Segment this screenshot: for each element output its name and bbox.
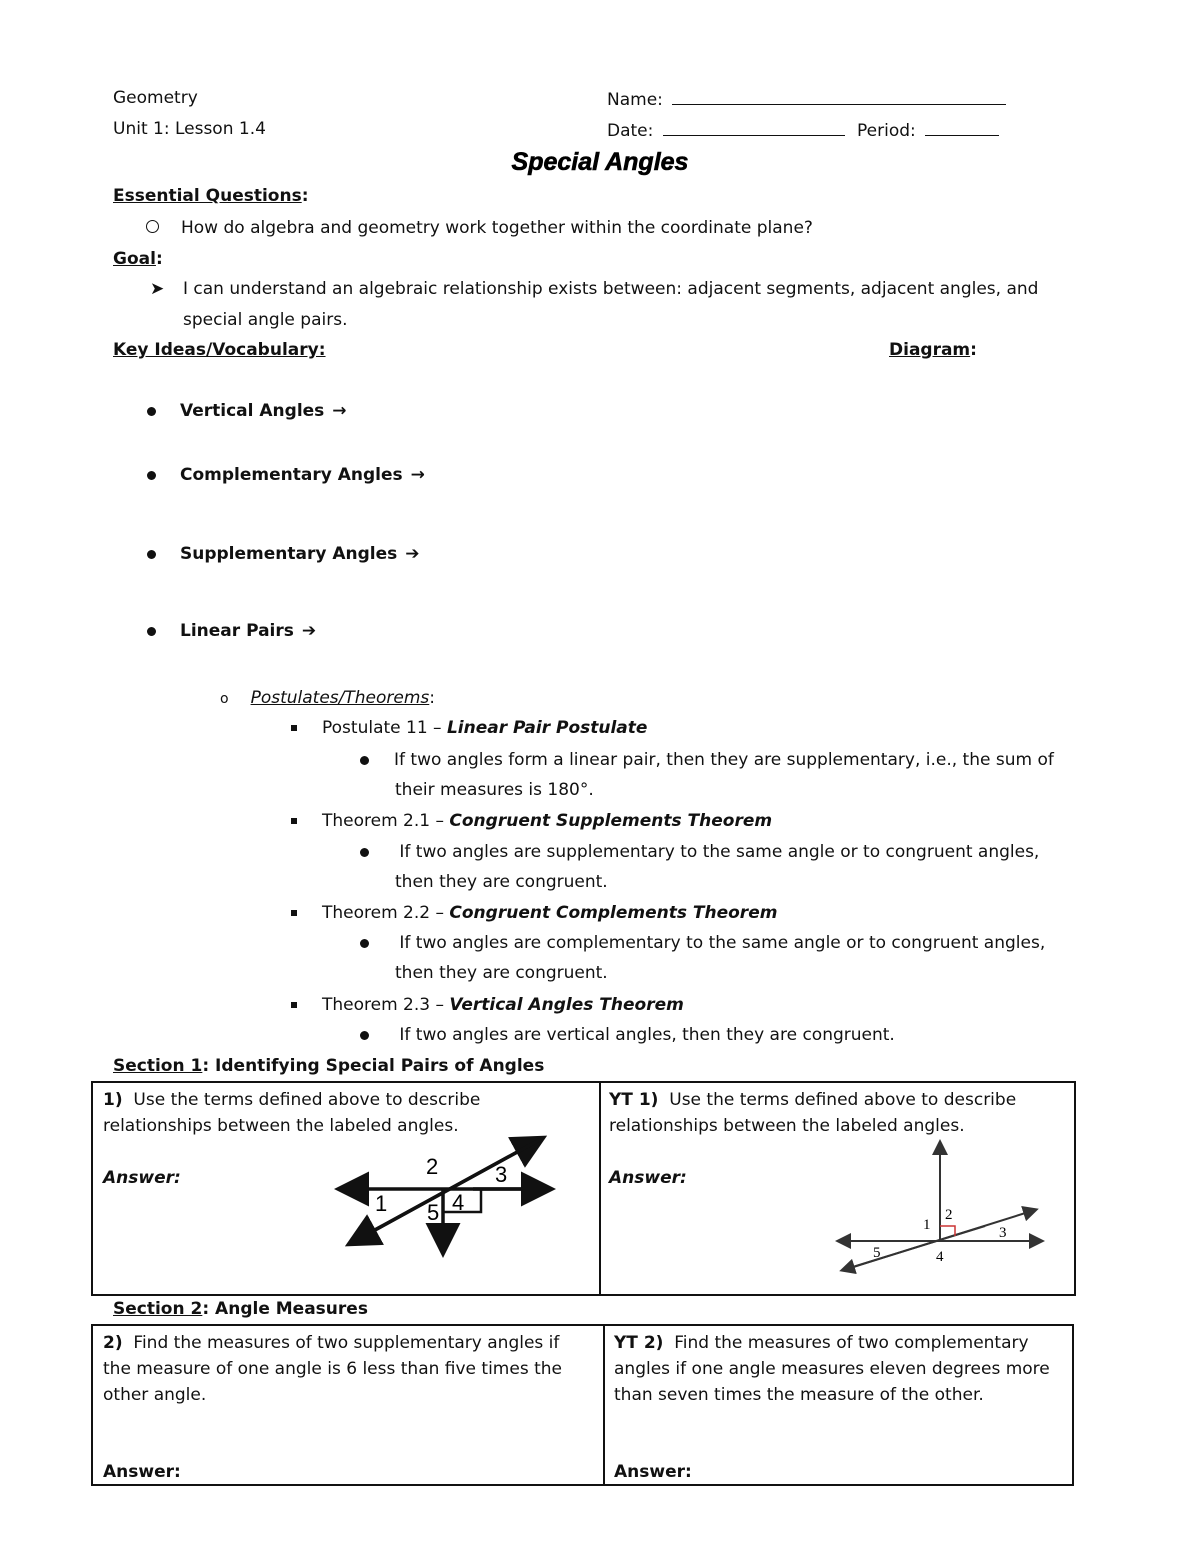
diagram-heading: Diagram: bbox=[889, 340, 977, 360]
theorem-title: Theorem 2.1 – Congruent Supplements Theorem bbox=[291, 811, 772, 831]
square-bullet-icon bbox=[291, 725, 297, 731]
date-blank[interactable] bbox=[663, 119, 845, 136]
answer-label: Answer: bbox=[103, 1168, 181, 1188]
key-ideas-heading: Key Ideas/Vocabulary: bbox=[113, 340, 326, 360]
right-arrow-icon: ➔ bbox=[301, 621, 317, 641]
theorem-text-cont: then they are congruent. bbox=[395, 872, 608, 892]
section-1-heading: Section 1: Identifying Special Pairs of Angles bbox=[113, 1056, 545, 1076]
course-name: Geometry bbox=[113, 88, 198, 108]
angle-label: 2 bbox=[945, 1207, 953, 1223]
angle-label: 1 bbox=[375, 1191, 388, 1216]
table-divider bbox=[603, 1326, 605, 1484]
arrow-bullet-icon: ➤ bbox=[150, 279, 165, 299]
problem-yt-1: YT 1) Use the terms defined above to describe relationships between the labeled angles. bbox=[609, 1090, 1017, 1136]
period-field[interactable] bbox=[857, 119, 999, 141]
right-angle-mark bbox=[940, 1226, 955, 1236]
period-blank[interactable] bbox=[925, 119, 999, 136]
angle-label: 5 bbox=[873, 1245, 881, 1261]
theorem-text: If two angles are supplementary to the same angle or to congruent angles, bbox=[360, 842, 1039, 862]
bullet-icon bbox=[147, 550, 156, 559]
right-arrow-icon: ➔ bbox=[405, 544, 420, 564]
theorem-text: If two angles are vertical angles, then they are congruent. bbox=[360, 1025, 895, 1045]
theorem-text-cont: their measures is 180°. bbox=[395, 780, 594, 800]
bullet-icon bbox=[360, 939, 369, 948]
section-2-table bbox=[91, 1324, 1074, 1486]
theorem-text-cont: then they are congruent. bbox=[395, 963, 608, 983]
goal-heading: Goal: bbox=[113, 249, 163, 269]
theorem-text: If two angles form a linear pair, then they are supplementary, i.e., the sum of bbox=[360, 750, 1054, 770]
square-bullet-icon bbox=[291, 818, 297, 824]
answer-label: Answer: bbox=[609, 1168, 687, 1188]
name-field[interactable] bbox=[607, 88, 1006, 110]
circle-bullet-icon bbox=[146, 220, 159, 233]
period-label: Period: bbox=[857, 121, 916, 141]
problem-yt-2: YT 2) Find the measures of two complementary angles if one angle measures eleven degrees more than seven times the measure of the other. bbox=[614, 1333, 1050, 1405]
date-label: Date: bbox=[607, 121, 654, 141]
bullet-icon bbox=[360, 756, 369, 765]
bullet-icon bbox=[147, 471, 156, 480]
diagram-1 bbox=[333, 1129, 563, 1259]
unit-lesson: Unit 1: Lesson 1.4 bbox=[113, 119, 266, 139]
name-blank[interactable] bbox=[672, 88, 1006, 105]
table-divider bbox=[599, 1083, 601, 1294]
answer-label: Answer: bbox=[103, 1462, 181, 1482]
angle-label: 1 bbox=[923, 1217, 931, 1233]
vocab-item: Linear Pairs ➔ bbox=[147, 621, 316, 641]
bullet-icon bbox=[360, 848, 369, 857]
section-1-table bbox=[91, 1081, 1076, 1296]
section-2-heading: Section 2: Angle Measures bbox=[113, 1299, 368, 1319]
essential-questions-heading: Essential Questions: bbox=[113, 186, 309, 206]
essential-question-item: How do algebra and geometry work together within the coordinate plane? bbox=[146, 218, 813, 238]
theorem-title: Theorem 2.2 – Congruent Complements Theorem bbox=[291, 903, 777, 923]
angle-label: 5 bbox=[427, 1200, 440, 1225]
theorem-text: If two angles are complementary to the same angle or to congruent angles, bbox=[360, 933, 1045, 953]
bullet-icon bbox=[147, 627, 156, 636]
answer-label: Answer: bbox=[614, 1462, 692, 1482]
postulates-heading: o Postulates/Theorems: bbox=[220, 688, 435, 708]
date-field[interactable] bbox=[607, 119, 845, 141]
bullet-icon bbox=[360, 1031, 369, 1040]
angle-label: 3 bbox=[495, 1162, 508, 1187]
right-arrow-icon: → bbox=[410, 465, 425, 485]
right-arrow-icon: → bbox=[332, 401, 347, 421]
angle-label: 3 bbox=[999, 1225, 1007, 1241]
page-title: Special Angles bbox=[511, 148, 689, 176]
theorem-title: Theorem 2.3 – Vertical Angles Theorem bbox=[291, 995, 684, 1015]
goal-line-1: I can understand an algebraic relationship exists between: adjacent segments, adjacent angles, and bbox=[183, 279, 1039, 299]
diagram-yt-1 bbox=[835, 1137, 1050, 1277]
square-bullet-icon bbox=[291, 910, 297, 916]
name-label: Name: bbox=[607, 90, 663, 110]
transversal-line-lower bbox=[843, 1226, 985, 1270]
vocab-item: Complementary Angles → bbox=[147, 465, 425, 485]
vocab-item: Supplementary Angles ➔ bbox=[147, 544, 420, 564]
theorem-title: Postulate 11 – Linear Pair Postulate bbox=[291, 718, 647, 738]
square-bullet-icon bbox=[291, 1002, 297, 1008]
bullet-icon bbox=[147, 407, 156, 416]
small-circle-bullet-icon: o bbox=[220, 691, 229, 707]
vocab-item: Vertical Angles → bbox=[147, 401, 347, 421]
angle-label: 4 bbox=[452, 1190, 465, 1215]
problem-2: 2) Find the measures of two supplementary angles if the measure of one angle is 6 less than five times the other angle. bbox=[103, 1333, 562, 1405]
angle-label: 4 bbox=[936, 1249, 944, 1265]
problem-1: 1) Use the terms defined above to describe relationships between the labeled angles. bbox=[103, 1090, 481, 1136]
goal-line-2: special angle pairs. bbox=[183, 310, 348, 330]
angle-label: 2 bbox=[426, 1154, 439, 1179]
